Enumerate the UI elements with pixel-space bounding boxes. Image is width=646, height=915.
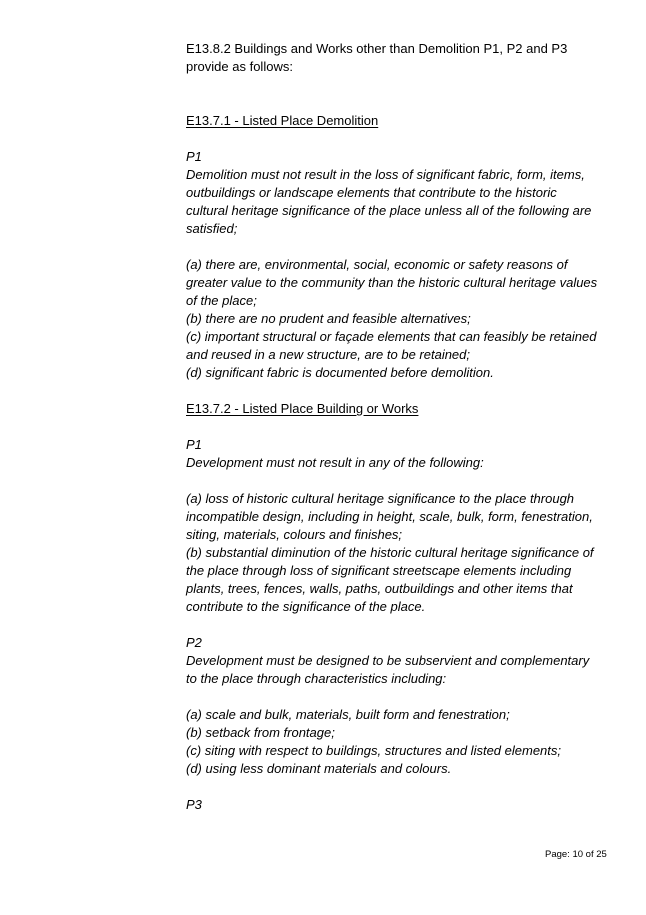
section-listed-place-building-or-works: [186, 400, 606, 814]
provision-item-line: (d) significant fabric is documented before demolition.: [186, 365, 494, 380]
provision-text-line: Demolition must not result in the loss of significant fabric, form, items,: [186, 167, 585, 182]
provision-item-line: (c) important structural or façade elements that can feasibly be retained: [186, 329, 597, 344]
page-number: Page: 10 of 25: [545, 849, 607, 860]
provision-text-line: Development must not result in any of the following:: [186, 455, 484, 470]
provision-item-line: incompatible design, including in height, scale, bulk, form, fenestration,: [186, 509, 593, 524]
provision-label: P3: [186, 797, 202, 812]
provision-item-line: (c) siting with respect to buildings, structures and listed elements;: [186, 743, 562, 758]
provision-p1: [186, 436, 606, 616]
spacer: [186, 778, 606, 796]
provision-item-line: (a) loss of historic cultural heritage significance to the place through: [186, 491, 575, 506]
provision-item-line: greater value to the community than the historic cultural heritage values: [186, 275, 598, 290]
provision-p2: [186, 634, 606, 778]
section-listed-place-demolition: [186, 112, 606, 382]
provision-item-line: the place through loss of significant streetscape elements including: [186, 563, 572, 578]
provision-p1: [186, 148, 606, 382]
provision-item-line: contribute to the significance of the place.: [186, 599, 426, 614]
provision-label: P2: [186, 635, 202, 650]
provision-label: P1: [186, 437, 202, 452]
spacer: [186, 382, 606, 400]
spacer: [186, 472, 606, 490]
provision-item-line: (b) substantial diminution of the historic cultural heritage significance of: [186, 545, 594, 560]
spacer: [186, 418, 606, 436]
provision-text-line: outbuildings or landscape elements that contribute to the historic: [186, 185, 557, 200]
provision-label: P1: [186, 149, 202, 164]
provision-item-line: (b) there are no prudent and feasible alternatives;: [186, 311, 471, 326]
provision-item-line: plants, trees, fences, walls, paths, outbuildings and other items that: [186, 581, 573, 596]
provision-text-line: satisfied;: [186, 221, 238, 236]
section-heading: E13.7.2 - Listed Place Building or Works: [186, 401, 419, 416]
provision-item-line: and reused in a new structure, are to be retained;: [186, 347, 471, 362]
provision-item-line: (d) using less dominant materials and colours.: [186, 761, 452, 776]
provision-item-line: (b) setback from frontage;: [186, 725, 335, 740]
intro-paragraph: [186, 40, 606, 76]
spacer: [186, 616, 606, 634]
provision-text-line: to the place through characteristics including:: [186, 671, 447, 686]
provision-item-line: of the place;: [186, 293, 257, 308]
spacer: [186, 238, 606, 256]
provision-item-line: (a) scale and bulk, materials, built form and fenestration;: [186, 707, 510, 722]
provision-p3: [186, 796, 606, 814]
intro-line: E13.8.2 Buildings and Works other than Demolition P1, P2 and P3: [186, 41, 568, 56]
provision-item-line: siting, materials, colours and finishes;: [186, 527, 403, 542]
section-heading: E13.7.1 - Listed Place Demolition: [186, 113, 379, 128]
provision-text-line: Development must be designed to be subservient and complementary: [186, 653, 590, 668]
provision-text-line: cultural heritage significance of the place unless all of the following are: [186, 203, 592, 218]
document-body: [186, 40, 606, 814]
spacer: [186, 76, 606, 112]
provision-item-line: (a) there are, environmental, social, economic or safety reasons of: [186, 257, 568, 272]
intro-line: provide as follows:: [186, 59, 293, 74]
spacer: [186, 688, 606, 706]
spacer: [186, 130, 606, 148]
